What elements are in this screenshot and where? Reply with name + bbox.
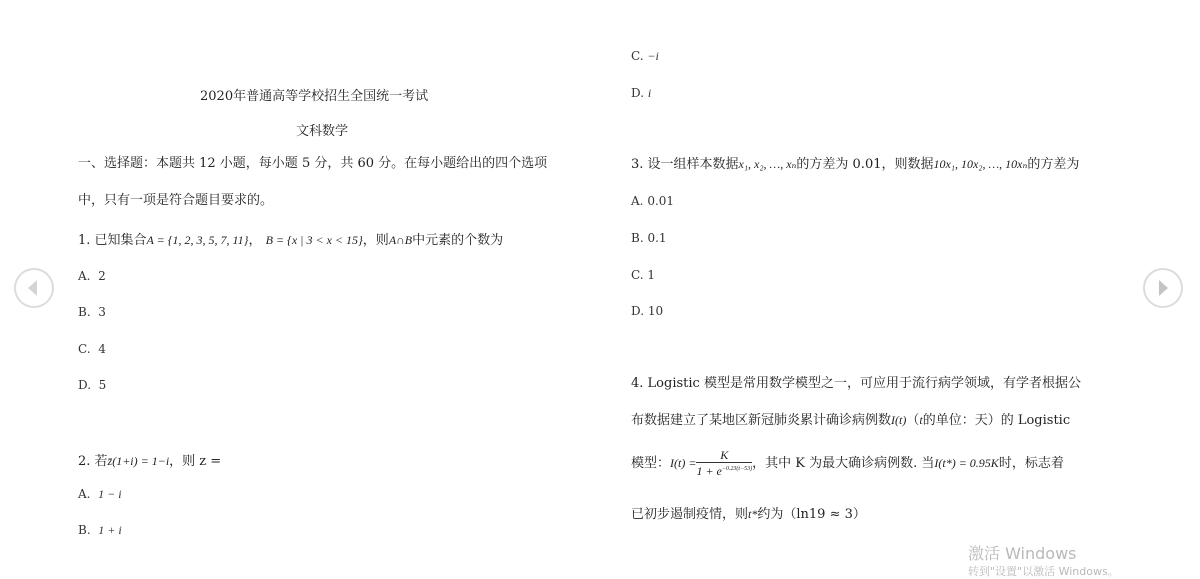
option-label: B. — [631, 231, 644, 245]
q4-fraction — [696, 449, 752, 478]
q4-denominator — [696, 463, 752, 478]
q1-set-b: B = {x | 3 < x < 15} — [265, 233, 363, 247]
q4-line3-post: 时，标志着 — [998, 456, 1064, 471]
q4-line3-pre: 模型： — [631, 456, 671, 471]
option-value: 1 + i — [98, 523, 122, 537]
question-3 — [631, 156, 1079, 173]
q4-den-exponent: −0.23(t−53) — [721, 466, 753, 472]
option-label: B. — [78, 523, 91, 537]
instructions-line-1: 一、选择题：本题共 12 小题，每小题 5 分，共 60 分。在每小题给出的四个选项 — [78, 156, 548, 171]
q1-sep: ， — [248, 233, 262, 248]
q2-option-c[interactable] — [631, 48, 659, 64]
q3-option-a[interactable] — [631, 193, 674, 209]
q2-option-b[interactable] — [78, 522, 122, 538]
q3-data: x₁, x₂, …, xₙ — [738, 157, 797, 171]
question-1 — [78, 232, 503, 249]
q3-option-c[interactable] — [631, 267, 655, 283]
option-value: 10 — [647, 304, 664, 318]
option-label: D. — [631, 304, 645, 318]
q1-option-a[interactable] — [78, 268, 106, 284]
option-value: 2 — [98, 269, 106, 283]
q4-It: I(t) — [891, 413, 907, 427]
instructions-line-2: 中，只有一项是符合题目要求的。 — [78, 193, 274, 208]
q4-lhs: I(t) = — [670, 456, 697, 470]
option-label: D. — [78, 378, 92, 392]
q1-intersection: A∩B — [388, 233, 413, 247]
q3-data2: 10x₁, 10x₂, …, 10xₙ — [933, 157, 1028, 171]
q4-numerator: K — [696, 449, 752, 463]
option-value: 1 — [647, 268, 656, 282]
exam-title: 2020年普通高等学校招生全国统一考试 — [200, 89, 429, 104]
chevron-left-icon — [16, 270, 52, 306]
q1-prefix: 1. 已知集合 — [78, 233, 147, 248]
option-value: 0.1 — [647, 231, 667, 245]
q4-line2-post: 的单位：天）的 Logistic — [922, 413, 1071, 428]
q2-expr: z̄(1+i) = 1−i — [107, 454, 170, 468]
q2-prefix: 2. 若 — [78, 454, 108, 469]
q1-suffix-pre: ，则 — [362, 233, 389, 248]
q4-line4-pre: 已初步遏制疫情，则 — [631, 507, 749, 522]
option-value: 5 — [98, 378, 107, 392]
option-label: A. — [78, 487, 91, 501]
chevron-right-icon — [1145, 270, 1181, 306]
prev-page-button[interactable] — [14, 268, 54, 308]
q3-mid: 的方差为 0.01，则数据 — [796, 157, 934, 172]
q4-tstar: t* — [748, 507, 758, 521]
next-page-button[interactable] — [1143, 268, 1183, 308]
option-value: 3 — [98, 305, 106, 319]
activation-watermark-hint: 转到"设置"以激活 Windows。 — [968, 565, 1119, 578]
option-value: −i — [647, 49, 659, 63]
q2-suffix: ，则 z = — [169, 454, 222, 469]
q1-set-a: A = {1, 2, 3, 5, 7, 11} — [146, 233, 249, 247]
option-value: 4 — [98, 342, 106, 356]
q4-line4-post: 约为（ln19 ≈ 3） — [757, 507, 866, 522]
q4-line-3 — [631, 448, 1064, 480]
option-label: A. — [631, 194, 644, 208]
q3-option-b[interactable] — [631, 230, 667, 246]
q2-option-a[interactable] — [78, 486, 122, 502]
option-label: C. — [631, 268, 644, 282]
option-label: A. — [78, 269, 91, 283]
q1-option-d[interactable] — [78, 377, 106, 393]
exam-subtitle: 文科数学 — [296, 124, 349, 139]
q2-option-d[interactable] — [631, 85, 651, 101]
q4-line2-mid: （ — [906, 413, 920, 428]
q4-t: t — [919, 413, 923, 427]
q4-line-1: 4. Logistic 模型是常用数学模型之一，可应用于流行病学领域，有学者根据公 — [631, 376, 1081, 391]
option-label: C. — [78, 342, 91, 356]
q3-option-d[interactable] — [631, 303, 663, 319]
q1-option-c[interactable] — [78, 341, 106, 357]
option-value: 0.01 — [647, 194, 675, 208]
option-label: D. — [631, 86, 645, 100]
q3-prefix: 3. 设一组样本数据 — [631, 157, 739, 172]
q4-condition: I(t*) = 0.95K — [934, 456, 999, 470]
option-label: C. — [631, 49, 644, 63]
q1-option-b[interactable] — [78, 304, 106, 320]
option-value: i — [647, 86, 652, 100]
q3-suffix: 的方差为 — [1027, 157, 1080, 172]
q4-den-base: 1 + e — [696, 464, 722, 478]
question-2 — [78, 453, 221, 470]
q4-line-2 — [631, 412, 1070, 429]
option-value: 1 − i — [98, 487, 122, 501]
q4-line3-mid: ，其中 K 为最大确诊病例数. 当 — [752, 456, 935, 471]
q4-line-4 — [631, 506, 866, 523]
q4-line2-pre: 布数据建立了某地区新冠肺炎累计确诊病例数 — [631, 413, 892, 428]
q1-suffix: 中元素的个数为 — [412, 233, 504, 248]
activation-watermark-title: 激活 Windows — [968, 544, 1077, 563]
option-label: B. — [78, 305, 91, 319]
